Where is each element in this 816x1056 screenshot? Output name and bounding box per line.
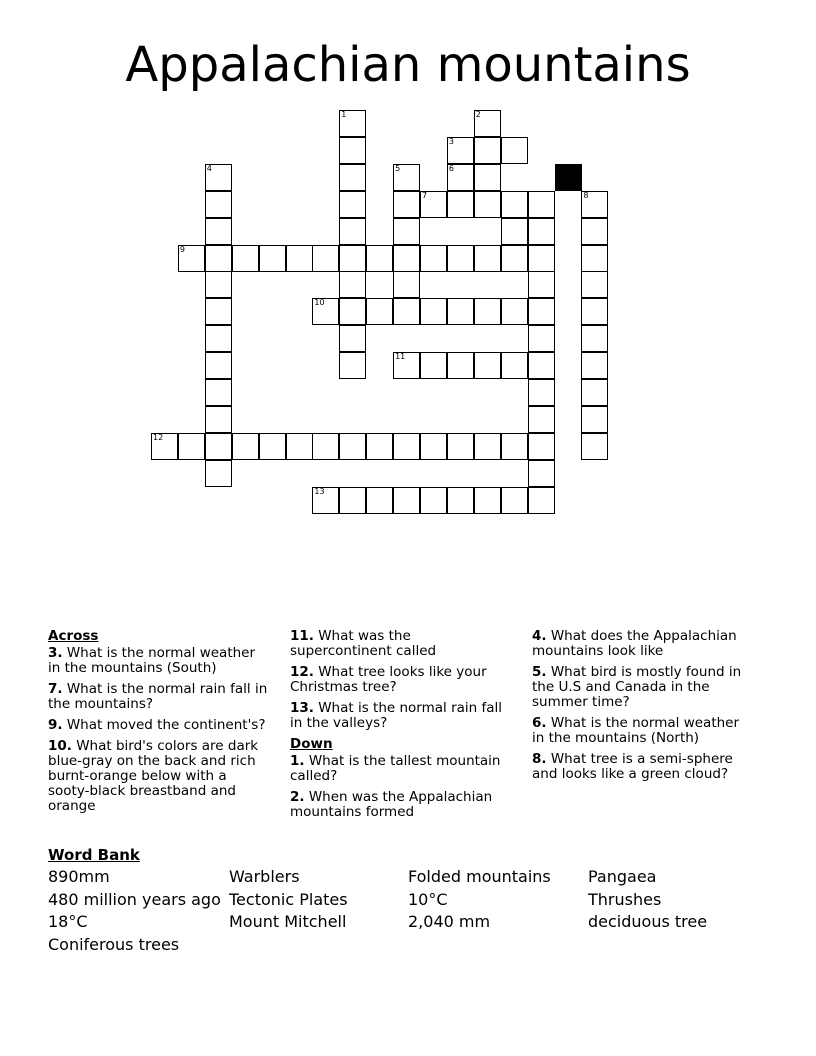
clue-number: 9 (179, 244, 185, 254)
across-header: Across (48, 628, 99, 644)
word-bank-item: Mount Mitchell (229, 912, 347, 931)
grid-cell[interactable] (581, 245, 608, 272)
grid-cell[interactable] (501, 137, 528, 164)
grid-cell[interactable] (528, 460, 555, 487)
page-title: Appalachian mountains (125, 37, 691, 93)
grid-cell[interactable] (420, 352, 447, 379)
grid-cell[interactable] (232, 245, 259, 272)
grid-cell[interactable] (205, 352, 232, 379)
clue-down (532, 752, 754, 782)
clue-number: 5 (395, 163, 401, 173)
clue-number: 6 (448, 163, 454, 173)
grid-cell[interactable] (339, 137, 366, 164)
grid-cell[interactable] (339, 218, 366, 245)
word-bank-item: Pangaea (588, 867, 657, 886)
clue-number-label: 3. (48, 645, 63, 661)
clue-across (290, 701, 512, 731)
word-bank-item: 2,040 mm (408, 912, 491, 931)
grid-cell[interactable] (447, 164, 474, 191)
grid-cell[interactable] (339, 271, 366, 298)
grid-cell[interactable] (205, 245, 232, 272)
grid-cell[interactable] (528, 271, 555, 298)
clue-across (48, 718, 270, 733)
word-bank-item: 10°C (408, 889, 448, 909)
grid-cell[interactable] (447, 433, 474, 460)
grid-cell[interactable] (528, 487, 555, 514)
grid-cell[interactable] (339, 110, 366, 137)
grid-cell[interactable] (581, 218, 608, 245)
grid-cell[interactable] (366, 298, 393, 325)
grid-cell[interactable] (312, 487, 339, 514)
word-bank-item: Coniferous trees (48, 934, 180, 954)
grid-cell[interactable] (393, 218, 420, 245)
grid-cell[interactable] (366, 487, 393, 514)
grid-cell[interactable] (339, 298, 366, 325)
grid-cell[interactable] (393, 352, 420, 379)
clue-number: 11 (395, 352, 406, 362)
grid-cell[interactable] (393, 433, 420, 460)
grid-cell[interactable] (501, 487, 528, 514)
clue-number-label: 8. (532, 751, 547, 767)
clue-text: What tree looks like your Christmas tree? (290, 664, 487, 695)
grid-cell[interactable] (581, 191, 608, 218)
clues-column-3 (532, 629, 754, 788)
clue-number-label: 4. (532, 628, 547, 644)
grid-cell[interactable] (339, 487, 366, 514)
grid-cell[interactable] (205, 406, 232, 433)
clue-number-label: 13. (290, 700, 314, 716)
grid-cell[interactable] (151, 433, 178, 460)
clue-number-label: 5. (532, 664, 547, 680)
grid-cell[interactable] (447, 487, 474, 514)
grid-cell[interactable] (205, 379, 232, 406)
clue-number: 8 (583, 190, 589, 200)
grid-cell[interactable] (528, 245, 555, 272)
grid-cell[interactable] (528, 218, 555, 245)
grid-cell[interactable] (528, 298, 555, 325)
clues-column-2 (290, 629, 512, 826)
grid-cell[interactable] (312, 298, 339, 325)
clue-number: 4 (206, 163, 212, 173)
word-bank-item: Thrushes (588, 889, 662, 909)
clue-across (290, 665, 512, 695)
word-bank-item: Warblers (229, 867, 300, 886)
grid-cell[interactable] (393, 191, 420, 218)
clue-text: What moved the continent's? (62, 717, 266, 733)
word-bank-title: Word Bank (48, 846, 140, 864)
grid-cell[interactable] (501, 298, 528, 325)
clue-across (290, 629, 512, 659)
grid-cell[interactable] (339, 164, 366, 191)
grid-cell[interactable] (474, 191, 501, 218)
clue-text: What is the tallest mountain called? (290, 753, 501, 784)
grid-cell[interactable] (205, 298, 232, 325)
grid-cell[interactable] (393, 245, 420, 272)
grid-cell[interactable] (581, 406, 608, 433)
grid-cell[interactable] (232, 433, 259, 460)
grid-cell[interactable] (339, 191, 366, 218)
grid-cell[interactable] (205, 191, 232, 218)
word-bank-item: 480 million years ago (48, 889, 221, 909)
grid-cell[interactable] (474, 352, 501, 379)
grid-cell[interactable] (447, 245, 474, 272)
clue-number-label: 11. (290, 628, 314, 644)
grid-cell[interactable] (447, 298, 474, 325)
grid-cell[interactable] (447, 191, 474, 218)
grid-cell[interactable] (581, 433, 608, 460)
clue-text: What bird's colors are dark blue-gray on the back and rich burnt-orange below with a sooty-black breastband and orange (48, 738, 259, 814)
clue-number-label: 1. (290, 753, 305, 769)
clue-across (48, 739, 270, 814)
clue-number-label: 6. (532, 715, 547, 731)
grid-cell[interactable] (501, 245, 528, 272)
word-bank-item: 18°C (48, 912, 88, 931)
grid-cell[interactable] (259, 433, 286, 460)
grid-cell[interactable] (581, 325, 608, 352)
word-bank-item: deciduous tree (588, 912, 708, 931)
clue-across (48, 646, 270, 676)
clue-number: 7 (422, 190, 428, 200)
clue-number: 12 (153, 432, 164, 442)
grid-cell[interactable] (528, 379, 555, 406)
grid-cell[interactable] (474, 487, 501, 514)
grid-cell[interactable] (528, 191, 555, 218)
grid-cell[interactable] (528, 406, 555, 433)
clue-number: 1 (341, 110, 347, 119)
clue-text: What is the normal weather in the mountains (South) (48, 645, 256, 676)
clue-number: 10 (314, 298, 325, 308)
down-header: Down (290, 736, 333, 752)
grid-cell[interactable] (501, 191, 528, 218)
clue-number-label: 2. (290, 789, 305, 805)
clue-number-label: 12. (290, 664, 314, 680)
grid-cell[interactable] (420, 487, 447, 514)
grid-cell[interactable] (259, 245, 286, 272)
grid-cell[interactable] (393, 487, 420, 514)
grid-cell[interactable] (474, 164, 501, 191)
grid-cell[interactable] (528, 352, 555, 379)
grid-cell[interactable] (501, 433, 528, 460)
grid-cell[interactable] (474, 110, 501, 137)
clue-down (532, 629, 754, 659)
grid-cell[interactable] (528, 433, 555, 460)
clue-number: 2 (475, 110, 481, 119)
word-bank-item: Folded mountains (408, 867, 551, 886)
grid-cell[interactable] (393, 271, 420, 298)
grid-cell[interactable] (447, 352, 474, 379)
grid-cell[interactable] (474, 298, 501, 325)
black-cell (555, 164, 582, 191)
grid-cell[interactable] (581, 298, 608, 325)
grid-cell[interactable] (205, 164, 232, 191)
grid-cell[interactable] (178, 433, 205, 460)
grid-cell[interactable] (205, 325, 232, 352)
grid-cell[interactable] (393, 164, 420, 191)
grid-cell[interactable] (474, 433, 501, 460)
grid-cell[interactable] (339, 352, 366, 379)
clue-text: What is the normal rain fall in the valleys? (290, 700, 503, 731)
clue-across (48, 682, 270, 712)
grid-cell[interactable] (286, 433, 313, 460)
grid-cell[interactable] (474, 137, 501, 164)
clue-text: What bird is mostly found in the U.S and Canada in the summer time? (532, 664, 742, 710)
grid-cell[interactable] (420, 433, 447, 460)
grid-cell[interactable] (205, 433, 232, 460)
grid-cell[interactable] (312, 245, 339, 272)
clue-text: What was the supercontinent called (290, 628, 437, 659)
grid-cell[interactable] (205, 460, 232, 487)
clue-number: 3 (448, 136, 454, 146)
grid-cell[interactable] (420, 245, 447, 272)
grid-cell[interactable] (581, 271, 608, 298)
grid-cell[interactable] (501, 352, 528, 379)
grid-cell[interactable] (339, 325, 366, 352)
clue-number: 13 (314, 486, 325, 496)
clue-down (290, 754, 512, 784)
grid-cell[interactable] (178, 245, 205, 272)
grid-cell[interactable] (339, 433, 366, 460)
grid-cell[interactable] (366, 245, 393, 272)
grid-cell[interactable] (528, 325, 555, 352)
grid-cell[interactable] (205, 218, 232, 245)
word-bank-item: 890mm (48, 867, 110, 886)
clue-down (532, 665, 754, 710)
grid-cell[interactable] (393, 298, 420, 325)
grid-cell[interactable] (312, 433, 339, 460)
clue-number-label: 7. (48, 681, 63, 697)
grid-cell[interactable] (420, 191, 447, 218)
clue-down (532, 716, 754, 746)
grid-cell[interactable] (366, 433, 393, 460)
clues-column-1 (48, 629, 270, 820)
clue-text: What does the Appalachian mountains look like (532, 628, 737, 659)
grid-cell[interactable] (420, 298, 447, 325)
clue-text: When was the Appalachian mountains formed (290, 789, 493, 820)
grid-cell[interactable] (286, 245, 313, 272)
grid-cell[interactable] (447, 137, 474, 164)
clue-text: What tree is a semi-sphere and looks like a green cloud? (532, 751, 733, 782)
clue-down (290, 790, 512, 820)
clue-text: What is the normal weather in the mountains (North) (532, 715, 740, 746)
grid-cell[interactable] (205, 271, 232, 298)
grid-cell[interactable] (474, 245, 501, 272)
clue-number-label: 9. (48, 717, 63, 733)
grid-cell[interactable] (339, 245, 366, 272)
grid-cell[interactable] (501, 218, 528, 245)
grid-cell[interactable] (581, 379, 608, 406)
clue-number-label: 10. (48, 738, 72, 754)
clue-text: What is the normal rain fall in the mountains? (48, 681, 268, 712)
word-bank-item: Tectonic Plates (229, 889, 348, 909)
grid-cell[interactable] (581, 352, 608, 379)
